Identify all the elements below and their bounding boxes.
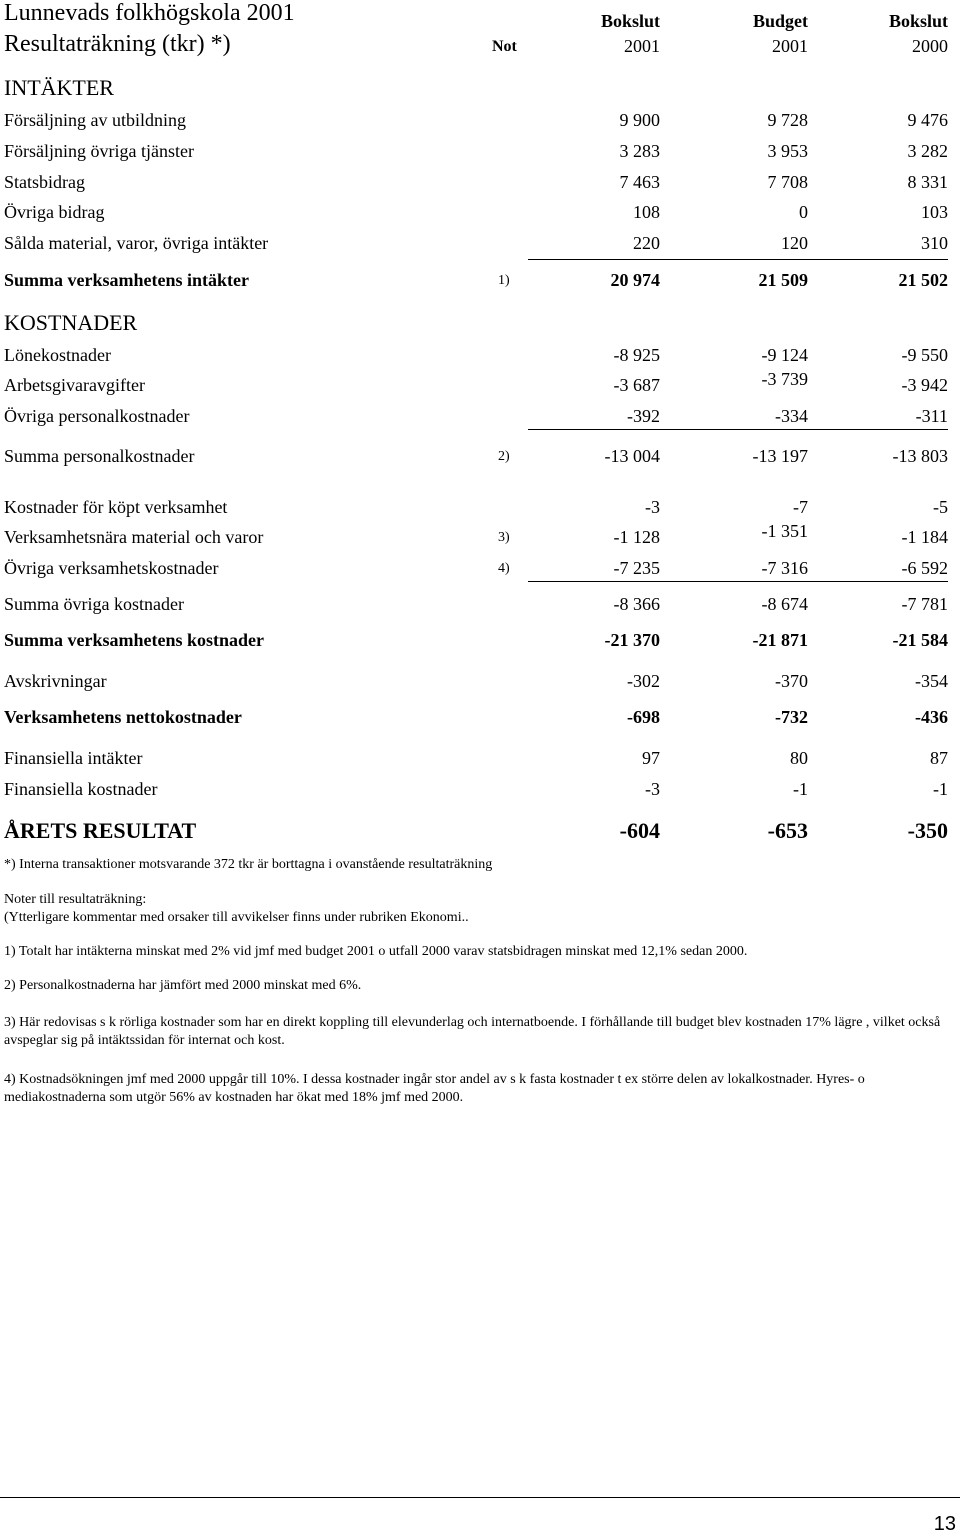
value-budget-2001: 0	[799, 202, 808, 222]
table-row-sum	[0, 270, 960, 296]
table-row	[0, 369, 960, 401]
value-budget-2001: 21 509	[758, 270, 808, 290]
report-subtitle: Resultaträkning (tkr) *)	[4, 31, 231, 57]
value-bokslut-2000: 21 502	[898, 270, 948, 290]
value-bokslut-2000: -311	[915, 406, 948, 426]
table-row	[0, 110, 960, 136]
value-budget-2001: -1	[793, 779, 808, 799]
value-bokslut-2000: -436	[915, 707, 948, 727]
value-bokslut-2000: -1 184	[901, 527, 948, 547]
value-budget-2001: -8 674	[761, 594, 808, 614]
value-bokslut-2000: 9 476	[907, 110, 948, 130]
value-budget-2001: -7	[793, 497, 808, 517]
table-row-sum	[0, 446, 960, 472]
value-budget-2001: -334	[775, 406, 808, 426]
note-ref: 1)	[498, 273, 510, 288]
value-bokslut-2000: -350	[907, 818, 948, 843]
row-label: Summa verksamhetens intäkter	[4, 270, 249, 290]
value-bokslut-2001: -13 004	[604, 446, 660, 466]
note-4: 4) Kostnadsökningen jmf med 2000 uppgår till 10%. I dessa kostnader ingår stor andel av s k fasta kostnader t ex större delen av lokalkostnader. Hyres- o mediakostnaderna som utgör 56% av kostnaden har ökat med 18% jmf med 2000.	[4, 1072, 865, 1105]
value-bokslut-2001: -302	[627, 671, 660, 691]
row-label: Finansiella intäkter	[4, 748, 143, 768]
value-bokslut-2000: -13 803	[892, 446, 948, 466]
footer-rule	[0, 1497, 960, 1498]
value-budget-2001: 9 728	[767, 110, 808, 130]
value-bokslut-2001: 97	[642, 748, 660, 768]
value-bokslut-2001: -392	[627, 406, 660, 426]
value-bokslut-2000: -1	[933, 779, 948, 799]
row-label: Summa verksamhetens kostnader	[4, 630, 265, 650]
value-bokslut-2001: 9 900	[619, 110, 660, 130]
page-number: 13	[933, 1513, 956, 1535]
value-bokslut-2000: -7 781	[901, 594, 948, 614]
value-budget-2001: 7 708	[767, 172, 808, 192]
table-row	[0, 671, 960, 697]
table-row-sum	[0, 594, 960, 620]
note-ref: 4)	[498, 561, 510, 576]
value-bokslut-2001: 7 463	[619, 172, 660, 192]
row-label: Kostnader för köpt verksamhet	[4, 497, 228, 517]
table-row	[0, 497, 960, 523]
section-costs-heading: KOSTNADER	[4, 310, 138, 335]
table-row	[0, 779, 960, 805]
note-3: 3) Här redovisas s k rörliga kostnader som har en direkt koppling till elevunderlag och internatboende. I förhållande till budget blev kostnaden 17% lägre , vilket också avspeglar sig på intäktssidan för internat och kost.	[4, 1015, 941, 1048]
value-budget-2001: 120	[781, 233, 808, 253]
col1-header-line1: Bokslut	[600, 11, 660, 31]
table-row	[0, 345, 960, 371]
col2-header-line1: Budget	[752, 11, 808, 31]
value-budget-2001: -653	[767, 818, 808, 843]
row-label: Försäljning övriga tjänster	[4, 141, 194, 161]
report-title: Lunnevads folkhögskola 2001	[4, 0, 295, 26]
value-bokslut-2000: -6 592	[901, 558, 948, 578]
value-bokslut-2001: -1 128	[613, 527, 660, 547]
sum-divider-line	[528, 581, 948, 582]
row-label: Summa övriga kostnader	[4, 594, 184, 614]
notes-heading: Noter till resultaträkning:	[4, 892, 147, 907]
row-label: Försäljning av utbildning	[4, 110, 186, 130]
col1-header-line2: 2001	[624, 36, 660, 56]
value-bokslut-2001: 3 283	[619, 141, 660, 161]
value-bokslut-2001: -7 235	[613, 558, 660, 578]
value-budget-2001: 3 953	[767, 141, 808, 161]
value-bokslut-2001: -3 687	[613, 375, 660, 395]
value-budget-2001: -370	[775, 671, 808, 691]
row-label: Verksamhetens nettokostnader	[4, 707, 242, 727]
value-budget-2001: -13 197	[752, 446, 808, 466]
sum-divider-line	[528, 429, 948, 430]
table-row-net-costs	[0, 707, 960, 733]
row-label: Övriga bidrag	[4, 202, 105, 222]
footnote-internal-transactions: *) Interna transaktioner motsvarande 372 tkr är borttagna i ovanstående resultaträkning	[4, 857, 493, 872]
not-column-header: Not	[492, 38, 517, 55]
value-bokslut-2000: -3 942	[901, 375, 948, 395]
value-budget-2001: -1 351	[761, 521, 808, 541]
table-row	[0, 521, 960, 553]
value-bokslut-2001: 108	[633, 202, 660, 222]
table-row	[0, 748, 960, 774]
value-bokslut-2001: -8 925	[613, 345, 660, 365]
row-label: Övriga verksamhetskostnader	[4, 558, 219, 578]
note-ref: 3)	[498, 530, 510, 545]
table-row-total-costs	[0, 630, 960, 656]
col3-header-line2: 2000	[912, 36, 948, 56]
value-bokslut-2001: -3	[645, 779, 660, 799]
col2-header-line2: 2001	[772, 36, 808, 56]
value-budget-2001: -7 316	[761, 558, 808, 578]
value-bokslut-2001: -3	[645, 497, 660, 517]
value-budget-2001: -732	[775, 707, 808, 727]
value-bokslut-2000: 8 331	[907, 172, 948, 192]
value-budget-2001: -3 739	[761, 369, 808, 389]
row-label: Sålda material, varor, övriga intäkter	[4, 233, 269, 253]
note-1: 1) Totalt har intäkterna minskat med 2% vid jmf med budget 2001 o utfall 2000 varav statsbidragen minskat med 12,1% sedan 2000.	[4, 944, 748, 959]
value-bokslut-2000: 87	[930, 748, 948, 768]
value-bokslut-2000: 3 282	[907, 141, 948, 161]
table-row	[0, 233, 960, 259]
row-label: Statsbidrag	[4, 172, 85, 192]
value-bokslut-2000: 310	[921, 233, 948, 253]
value-bokslut-2000: -354	[915, 671, 948, 691]
value-bokslut-2000: -5	[933, 497, 948, 517]
row-label: ÅRETS RESULTAT	[4, 818, 197, 843]
col3-header-line1: Bokslut	[888, 11, 948, 31]
value-bokslut-2001: -604	[619, 818, 660, 843]
table-row-result	[0, 818, 960, 850]
note-ref: 2)	[498, 449, 510, 464]
note-2: 2) Personalkostnaderna har jämfört med 2000 minskat med 6%.	[4, 978, 362, 993]
row-label: Övriga personalkostnader	[4, 406, 190, 426]
table-row	[0, 172, 960, 198]
notes-subheading: (Ytterligare kommentar med orsaker till avvikelser finns under rubriken Ekonomi..	[4, 910, 469, 925]
value-budget-2001: -21 871	[752, 630, 808, 650]
value-budget-2001: 80	[790, 748, 808, 768]
value-bokslut-2000: 103	[921, 202, 948, 222]
value-bokslut-2000: -21 584	[892, 630, 948, 650]
row-label: Verksamhetsnära material och varor	[4, 527, 264, 547]
row-label: Avskrivningar	[4, 671, 107, 691]
value-budget-2001: -9 124	[761, 345, 808, 365]
value-bokslut-2001: 20 974	[610, 270, 660, 290]
row-label: Arbetsgivaravgifter	[4, 375, 145, 395]
value-bokslut-2001: -21 370	[604, 630, 660, 650]
table-row	[0, 202, 960, 228]
value-bokslut-2001: 220	[633, 233, 660, 253]
row-label: Summa personalkostnader	[4, 446, 195, 466]
section-income-heading: INTÄKTER	[4, 75, 114, 100]
table-row	[0, 141, 960, 167]
value-bokslut-2001: -8 366	[613, 594, 660, 614]
value-bokslut-2001: -698	[627, 707, 660, 727]
sum-divider-line	[528, 259, 948, 260]
row-label: Lönekostnader	[4, 345, 111, 365]
value-bokslut-2000: -9 550	[901, 345, 948, 365]
row-label: Finansiella kostnader	[4, 779, 158, 799]
